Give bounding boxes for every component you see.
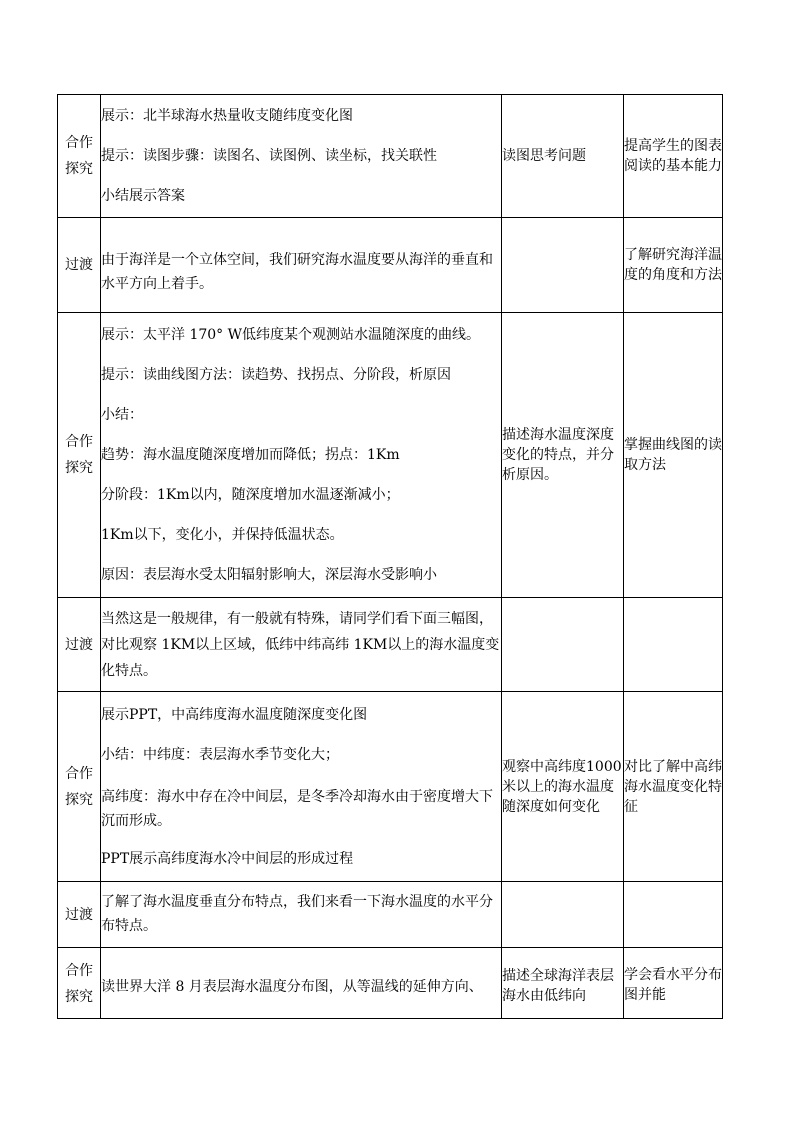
stage-cell — [58, 218, 101, 313]
content-cell — [101, 692, 502, 882]
intent-cell: 对比了解中高纬海水温度变化特征 — [624, 692, 723, 882]
stage-label: 过渡 — [65, 906, 93, 923]
content-cell — [101, 95, 502, 218]
student-cell — [502, 218, 624, 313]
stage-cell — [58, 882, 101, 948]
stage-cell — [58, 95, 101, 218]
content-cell — [101, 598, 502, 692]
stage-label: 过渡 — [65, 636, 93, 653]
intent-cell — [624, 598, 723, 692]
content-line: 展示：太平洋 170° W低纬度某个观测站水温随深度的曲线。 — [101, 327, 481, 343]
student-cell — [502, 598, 624, 692]
stage-cell — [58, 598, 101, 692]
table-row — [58, 948, 723, 1019]
stage-cell — [58, 313, 101, 598]
table-row — [58, 218, 723, 313]
lesson-plan-table — [57, 94, 723, 1019]
table-row — [58, 598, 723, 692]
stage-label: 合作探究 — [65, 434, 93, 476]
content-line: 由于海洋是一个立体空间，我们研究海水温度要从海洋的垂直和水平方向上着手。 — [101, 252, 493, 292]
table-row — [58, 313, 723, 598]
content-line: 展示：北半球海水热量收支随纬度变化图 — [101, 107, 353, 124]
intent-cell: 学会看水平分布图并能 — [624, 948, 723, 1019]
content-line: 小结： — [101, 407, 143, 423]
student-cell — [502, 882, 624, 948]
content-line: 读世界大洋 8 月表层海水温度分布图，从等温线的延伸方向、 — [101, 979, 483, 995]
intent-cell — [624, 882, 723, 948]
content-cell — [101, 882, 502, 948]
content-cell — [101, 313, 502, 598]
student-cell: 观察中高纬度1000米以上的海水温度随深度如何变化 — [502, 692, 624, 882]
stage-label: 合作探究 — [65, 765, 93, 808]
stage-label: 合作探究 — [65, 135, 93, 177]
stage-label: 过渡 — [65, 257, 93, 273]
table-row — [58, 95, 723, 218]
stage-label: 合作探究 — [65, 963, 93, 1005]
content-line: 展示PPT，中高纬度海水温度随深度变化图 — [101, 706, 368, 723]
content-line: 小结展示答案 — [101, 187, 185, 204]
table-row — [58, 692, 723, 882]
content-cell — [101, 948, 502, 1019]
content-line: 提示：读图步骤：读图名、读图例、读坐标，找关联性 — [101, 147, 437, 164]
student-cell: 描述海水温度深度变化的特点，并分析原因。 — [502, 313, 624, 598]
student-cell: 读图思考问题 — [502, 95, 624, 218]
content-line: 原因：表层海水受太阳辐射影响大，深层海水受影响小 — [101, 567, 437, 583]
content-line: 趋势：海水温度随深度增加而降低；拐点：1Km — [101, 447, 400, 463]
content-line: 提示：读曲线图方法：读趋势、找拐点、分阶段，析原因 — [101, 367, 451, 383]
intent-cell: 了解研究海洋温度的角度和方法 — [624, 218, 723, 313]
content-line: 1Km以下，变化小，并保持低温状态。 — [101, 527, 344, 543]
content-cell — [101, 218, 502, 313]
stage-cell — [58, 948, 101, 1019]
stage-cell — [58, 692, 101, 882]
content-line: 当然这是一般规律，有一般就有特殊，请同学们看下面三幅图，对比观察 1KM以上区域，低纬中纬高纬 1KM以上的海水温度变化特点。 — [101, 611, 500, 679]
intent-cell: 掌握曲线图的读取方法 — [624, 313, 723, 598]
content-line: 了解了海水温度垂直分布特点，我们来看一下海水温度的水平分布特点。 — [101, 894, 493, 934]
table-row — [58, 882, 723, 948]
student-cell: 描述全球海洋表层海水由低纬向 — [502, 948, 624, 1019]
intent-cell: 提高学生的图表阅读的基本能力 — [624, 95, 723, 218]
content-line: 小结：中纬度：表层海水季节变化大； — [101, 746, 339, 763]
content-line: 高纬度：海水中存在冷中间层，是冬季冷却海水由于密度增大下沉而形成。 — [101, 788, 493, 829]
content-line: 分阶段：1Km以内，随深度增加水温逐渐减小； — [101, 487, 400, 503]
content-line: PPT展示高纬度海水冷中间层的形成过程 — [101, 850, 354, 867]
